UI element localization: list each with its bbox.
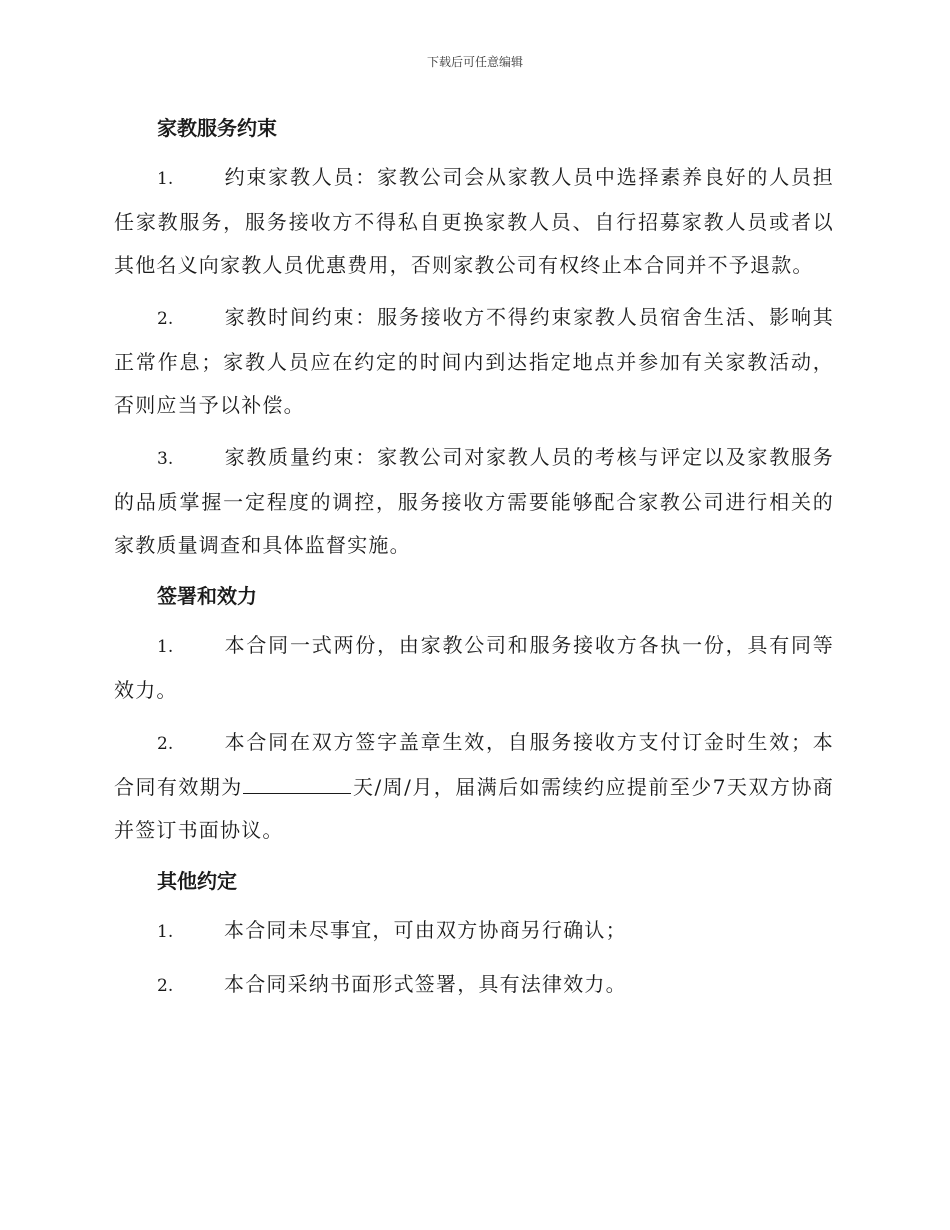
clause-text: 本合同一式两份，由家教公司和服务接收方各执一份，具有同等效力。 <box>114 633 834 702</box>
clause-item <box>114 909 834 954</box>
clause-number: 1. <box>157 922 174 942</box>
clause-text: 本合同采纳书面形式签署，具有法律效力。 <box>224 972 627 996</box>
section-title: 其他约定 <box>157 869 237 893</box>
clause-text: 家教时间约束：服务接收方不得约束家教人员宿舍生活、影响其正常作息；家教人员应在约定的时间内到达指定地点并参加有关家教活动，否则应当予以补偿。 <box>114 305 834 417</box>
clause-text-after-blank: 天/周/月，届满后如需续约应提前至少7天双方协商并签订书面协议。 <box>114 775 834 842</box>
clause-text: 约束家教人员：家教公司会从家教人员中选择素养良好的人员担任家教服务，服务接收方不得私自更换家教人员、自行招募家教人员或者以其他名义向家教人员优惠费用，否则家教公司有权终止本合同并不予退款。 <box>114 165 834 277</box>
clause-item <box>114 296 834 427</box>
clause-number: 2. <box>157 976 174 996</box>
document-body <box>114 108 834 1008</box>
clause-text-before-blank: 本合同在双方签字盖章生效，自服务接收方支付订金时生效；本合同有效期为 <box>114 730 834 799</box>
fill-in-blank <box>243 775 351 794</box>
clause-number: 2. <box>157 734 174 754</box>
page-header: 下载后可任意编辑 <box>426 55 523 69</box>
clause-number: 1. <box>157 637 174 657</box>
section-title: 家教服务约束 <box>157 116 277 140</box>
clause-number: 1. <box>157 169 174 189</box>
clause-item <box>114 156 834 287</box>
clause-item <box>114 436 834 567</box>
clause-item <box>114 624 834 712</box>
clause-text: 家教质量约束：家教公司对家教人员的考核与评定以及家教服务的品质掌握一定程度的调控，服务接收方需要能够配合家教公司进行相关的家教质量调查和具体监督实施。 <box>114 445 834 557</box>
clause-item <box>114 963 834 1008</box>
section-title: 签署和效力 <box>157 584 257 608</box>
clause-number: 3. <box>157 449 174 469</box>
clause-number: 2. <box>157 309 174 329</box>
clause-text: 本合同未尽事宜，可由双方协商另行确认； <box>224 918 627 942</box>
clause-item <box>114 721 834 852</box>
